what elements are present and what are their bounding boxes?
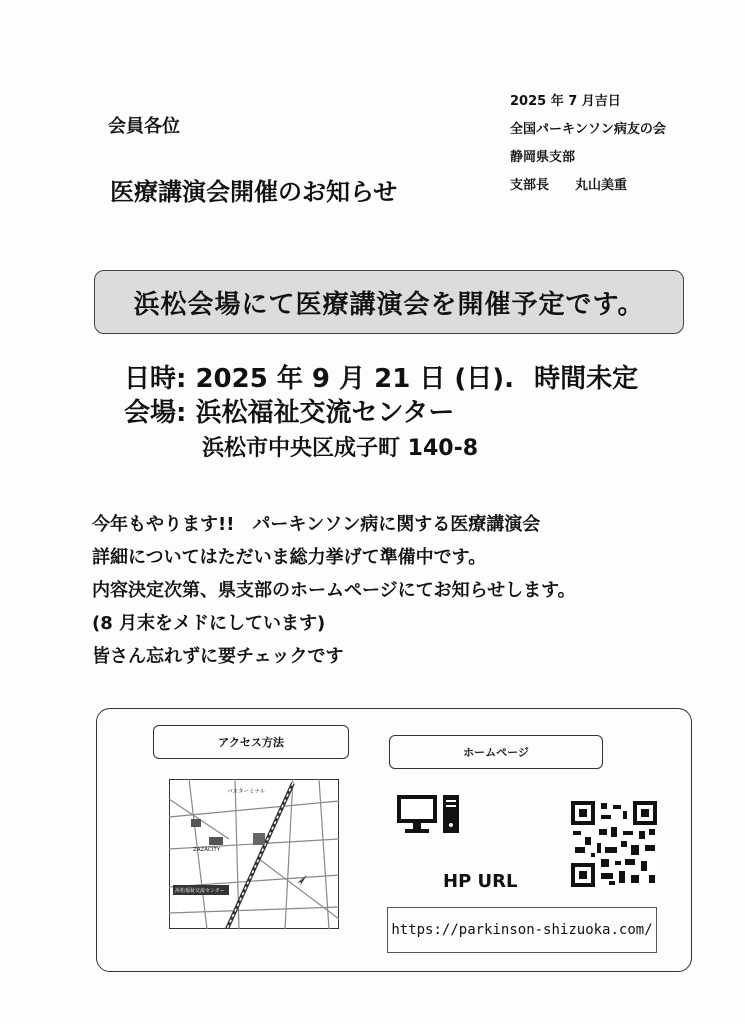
date-label: 日時: xyxy=(124,364,187,394)
page-title: 医療講演会開催のお知らせ xyxy=(110,178,398,206)
event-details xyxy=(124,362,638,468)
organization: 全国パーキンソン病友の会 xyxy=(510,122,666,137)
map-label-venue: 浜松福祉交流センター xyxy=(175,888,225,894)
event-date-row xyxy=(124,362,638,396)
issue-date: 2025 年 7 月吉日 xyxy=(510,94,621,109)
info-box xyxy=(96,708,692,972)
chief-name: 丸山美重 xyxy=(575,178,628,193)
date-value: 2025 年 9 月 21 日 (日). xyxy=(195,364,515,394)
message-body xyxy=(92,508,576,673)
message-line: 内容決定次第、県支部のホームページにてお知らせします。 xyxy=(92,580,576,601)
access-label: アクセス方法 xyxy=(153,725,349,759)
chief-title: 支部長 xyxy=(510,178,550,193)
message-line: 今年もやります!! パーキンソン病に関する医療講演会 xyxy=(92,514,541,535)
homepage-url[interactable]: https://parkinson-shizuoka.com/ xyxy=(387,907,657,953)
announcement-banner: 浜松会場にて医療講演会を開催予定です。 xyxy=(94,270,684,334)
map-label-bus-terminal: バスターミナル xyxy=(227,789,266,795)
recipient: 会員各位 xyxy=(108,116,180,137)
access-map xyxy=(169,779,339,929)
sender-block xyxy=(510,88,666,200)
chief-row xyxy=(510,172,666,200)
venue-label: 会場: xyxy=(124,398,187,428)
branch: 静岡県支部 xyxy=(510,150,576,165)
computer-icon xyxy=(395,791,463,839)
map-label-zazacity: ZAZACITY xyxy=(193,847,221,853)
hp-url-label: HP URL xyxy=(443,871,518,892)
message-line: (8 月末をメドにしています) xyxy=(92,613,326,634)
venue-name: 浜松福祉交流センター xyxy=(195,398,455,428)
message-line: 皆さん忘れずに要チェックです xyxy=(92,646,344,667)
message-line: 詳細についてはただいま総力挙げて準備中です。 xyxy=(92,547,487,568)
qr-code xyxy=(571,801,657,887)
homepage-label: ホームページ xyxy=(389,735,603,769)
event-venue-row xyxy=(124,396,638,430)
venue-address: 浜松市中央区成子町 140-8 xyxy=(202,436,479,461)
time-value: 時間未定 xyxy=(534,364,639,394)
